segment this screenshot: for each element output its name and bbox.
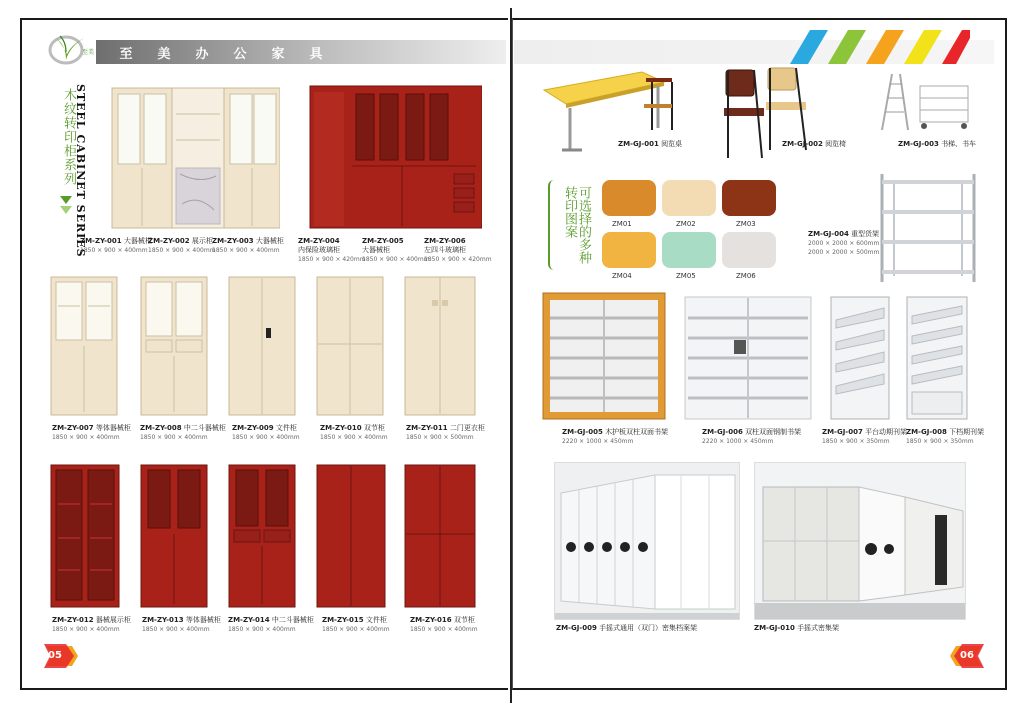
product-dim: 1850 × 900 × 400mm [232, 434, 300, 441]
product-code: ZM-ZY-005 [362, 237, 404, 245]
product-name: 双柱双面钢制书架 [745, 428, 802, 436]
product-image-gj-006 [684, 296, 812, 420]
caption-gj-009 [556, 624, 697, 633]
swatch-label: ZM05 [676, 272, 696, 280]
product-code: ZM-GJ-001 [618, 140, 659, 148]
down-arrow-icon [60, 196, 72, 204]
caption-gj-003 [898, 140, 976, 149]
caption-gj-004 [808, 230, 879, 257]
product-name: 中二斗器械柜 [183, 424, 226, 432]
caption-zy-009 [232, 424, 300, 442]
product-image-zy-012 [50, 464, 120, 608]
product-name: 器械展示柜 [95, 616, 131, 624]
product-code: ZM-ZY-016 [410, 616, 452, 624]
swatch-label: ZM02 [676, 220, 696, 228]
product-image-zy-015 [316, 464, 386, 608]
page-number-right: 06 [960, 650, 974, 661]
page-gutter [510, 8, 512, 703]
caption-gj-010 [754, 624, 839, 633]
product-code: ZM-ZY-007 [52, 424, 94, 432]
swatch-label: ZM04 [612, 272, 632, 280]
series-title-en: STEEL CABINET SERIES [74, 84, 87, 258]
product-image-zy-011 [404, 276, 476, 416]
product-name: 文件柜 [275, 424, 297, 432]
color-stripes-decoration [770, 30, 970, 64]
product-dim: 1850 × 900 × 400mm [228, 626, 296, 633]
brand-text: 至美 [82, 49, 95, 56]
caption-zy-016 [410, 616, 478, 634]
product-image-gj-007 [830, 296, 890, 420]
product-dim: 1850 × 900 × 350mm [822, 438, 890, 445]
product-name: 重型货架 [851, 230, 880, 238]
pattern-title: 可选择的多种转印图案 [562, 186, 591, 264]
product-name: 等体器械柜 [185, 616, 221, 624]
swatch-zm05 [662, 232, 716, 268]
caption-zy-011 [406, 424, 485, 442]
product-name: 阅览椅 [825, 140, 847, 148]
product-code: ZM-GJ-008 [906, 428, 947, 436]
product-photo-gj-010 [754, 462, 966, 620]
product-dim: 1850 × 900 × 400mm [322, 626, 390, 633]
page-number-left: 05 [48, 650, 62, 661]
product-image-zy-008 [140, 276, 208, 416]
product-dim: 1850 × 900 × 400mm [362, 256, 430, 263]
product-code: ZM-ZY-003 [212, 237, 254, 245]
product-code: ZM-ZY-006 [424, 237, 466, 245]
product-image-zy-004-006 [308, 84, 482, 230]
product-name: 木护板双柱双面书架 [605, 428, 669, 436]
product-code: ZM-GJ-009 [556, 624, 597, 632]
product-image-zy-001-003 [110, 84, 280, 230]
caption-gj-002 [782, 140, 846, 149]
caption-zy-007 [52, 424, 131, 442]
series-title-cn: 木纹转印柜系列 [61, 88, 76, 186]
product-name: 手摇式密集架 [797, 624, 840, 632]
header-char-5: 家 [271, 46, 285, 62]
caption-zy-004 [298, 237, 366, 264]
product-dim: 2220 × 1000 × 450mm [562, 438, 634, 445]
caption-zy-002 [148, 237, 216, 255]
product-image-zy-009 [228, 276, 296, 416]
product-name: 中二斗器械柜 [271, 616, 314, 624]
product-code: ZM-ZY-012 [52, 616, 94, 624]
product-dim: 1850 × 900 × 400mm [142, 626, 210, 633]
product-image-gj-005 [542, 292, 666, 420]
product-code: ZM-ZY-002 [148, 237, 190, 245]
product-image-gj-008 [906, 296, 968, 420]
product-image-gj-003 [876, 72, 972, 134]
product-dim: 1850 × 900 × 400mm [52, 434, 120, 441]
product-dim: 2220 × 1000 × 450mm [702, 438, 774, 445]
product-name: 展示柜 [191, 237, 213, 245]
caption-gj-007 [822, 428, 907, 446]
product-dim: 1850 × 900 × 400mm [320, 434, 388, 441]
product-dim: 1850 × 900 × 400mm [80, 247, 148, 254]
product-image-zy-010 [316, 276, 384, 416]
product-code: ZM-ZY-014 [228, 616, 270, 624]
product-name: 手摇式通用（双门）密集档案架 [599, 624, 698, 632]
product-photo-gj-009 [554, 462, 740, 620]
header-char-2: 美 [157, 46, 171, 62]
product-dim: 1850 × 900 × 420mm [424, 256, 492, 263]
swatch-zm03 [722, 180, 776, 216]
product-image-gj-004 [878, 170, 978, 286]
product-name: 大器械柜 [362, 246, 390, 254]
product-name: 等体器械柜 [95, 424, 131, 432]
product-code: ZM-ZY-001 [80, 237, 122, 245]
product-name: 二门更衣柜 [449, 424, 485, 432]
product-code: ZM-ZY-015 [322, 616, 364, 624]
product-dim: 2000 × 2000 × 500mm [808, 249, 880, 256]
product-code: ZM-GJ-003 [898, 140, 939, 148]
caption-zy-001 [80, 237, 152, 255]
product-image-zy-007 [50, 276, 118, 416]
product-name: 阅览桌 [661, 140, 683, 148]
product-name: 下档期刊架 [949, 428, 985, 436]
product-code: ZM-ZY-004 [298, 237, 340, 245]
product-dim: 1850 × 900 × 420mm [298, 256, 366, 263]
product-code: ZM-GJ-007 [822, 428, 863, 436]
product-name: 大器械柜 [255, 237, 284, 245]
product-code: ZM-ZY-011 [406, 424, 448, 432]
product-dim: 2000 × 2000 × 600mm [808, 240, 880, 247]
product-name: 大器械柜 [123, 237, 152, 245]
swatch-zm01 [602, 180, 656, 216]
product-dim: 1850 × 900 × 400mm [52, 626, 120, 633]
product-dim: 1850 × 900 × 350mm [906, 438, 974, 445]
product-code: ZM-GJ-004 [808, 230, 849, 238]
product-name: 双节柜 [363, 424, 385, 432]
product-code: ZM-GJ-002 [782, 140, 823, 148]
product-dim: 1850 × 900 × 400mm [140, 434, 208, 441]
product-code: ZM-GJ-005 [562, 428, 603, 436]
caption-zy-013 [142, 616, 221, 634]
caption-zy-008 [140, 424, 226, 442]
product-code: ZM-ZY-010 [320, 424, 362, 432]
swatch-zm02 [662, 180, 716, 216]
product-dim: 1850 × 900 × 400mm [410, 626, 478, 633]
product-code: ZM-GJ-006 [702, 428, 743, 436]
product-code: ZM-GJ-010 [754, 624, 795, 632]
swatch-label: ZM06 [736, 272, 756, 280]
header-char-3: 办 [195, 46, 209, 62]
product-name: 内保险玻璃柜 [298, 246, 340, 254]
product-dim: 1850 × 900 × 400mm [212, 247, 280, 254]
product-image-zy-014 [228, 464, 296, 608]
caption-zy-010 [320, 424, 388, 442]
caption-zy-003 [212, 237, 284, 255]
product-dim: 1850 × 900 × 400mm [148, 247, 216, 254]
product-dim: 1850 × 900 × 500mm [406, 434, 474, 441]
caption-zy-005 [362, 237, 430, 264]
swatch-zm04 [602, 232, 656, 268]
product-name: 文件柜 [365, 616, 387, 624]
swatch-label: ZM03 [736, 220, 756, 228]
caption-gj-005 [562, 428, 668, 446]
product-name: 平台动期刊架 [865, 428, 908, 436]
swatch-zm06 [722, 232, 776, 268]
product-name: 双节柜 [453, 616, 475, 624]
product-image-zy-016 [404, 464, 476, 608]
caption-zy-015 [322, 616, 390, 634]
caption-gj-006 [702, 428, 801, 446]
header-char-1: 至 [119, 46, 133, 62]
product-name: 书梯、书车 [941, 140, 977, 148]
product-code: ZM-ZY-013 [142, 616, 184, 624]
product-code: ZM-ZY-008 [140, 424, 182, 432]
caption-zy-012 [52, 616, 131, 634]
caption-zy-014 [228, 616, 314, 634]
caption-zy-006 [424, 237, 492, 264]
product-name: 左四斗玻璃柜 [424, 246, 466, 254]
caption-gj-001 [618, 140, 682, 149]
product-image-zy-013 [140, 464, 208, 608]
header-char-6: 具 [309, 46, 323, 62]
caption-gj-008 [906, 428, 984, 446]
product-code: ZM-ZY-009 [232, 424, 274, 432]
down-arrow-icon [60, 206, 72, 214]
swatch-label: ZM01 [612, 220, 632, 228]
header-char-4: 公 [233, 46, 247, 62]
